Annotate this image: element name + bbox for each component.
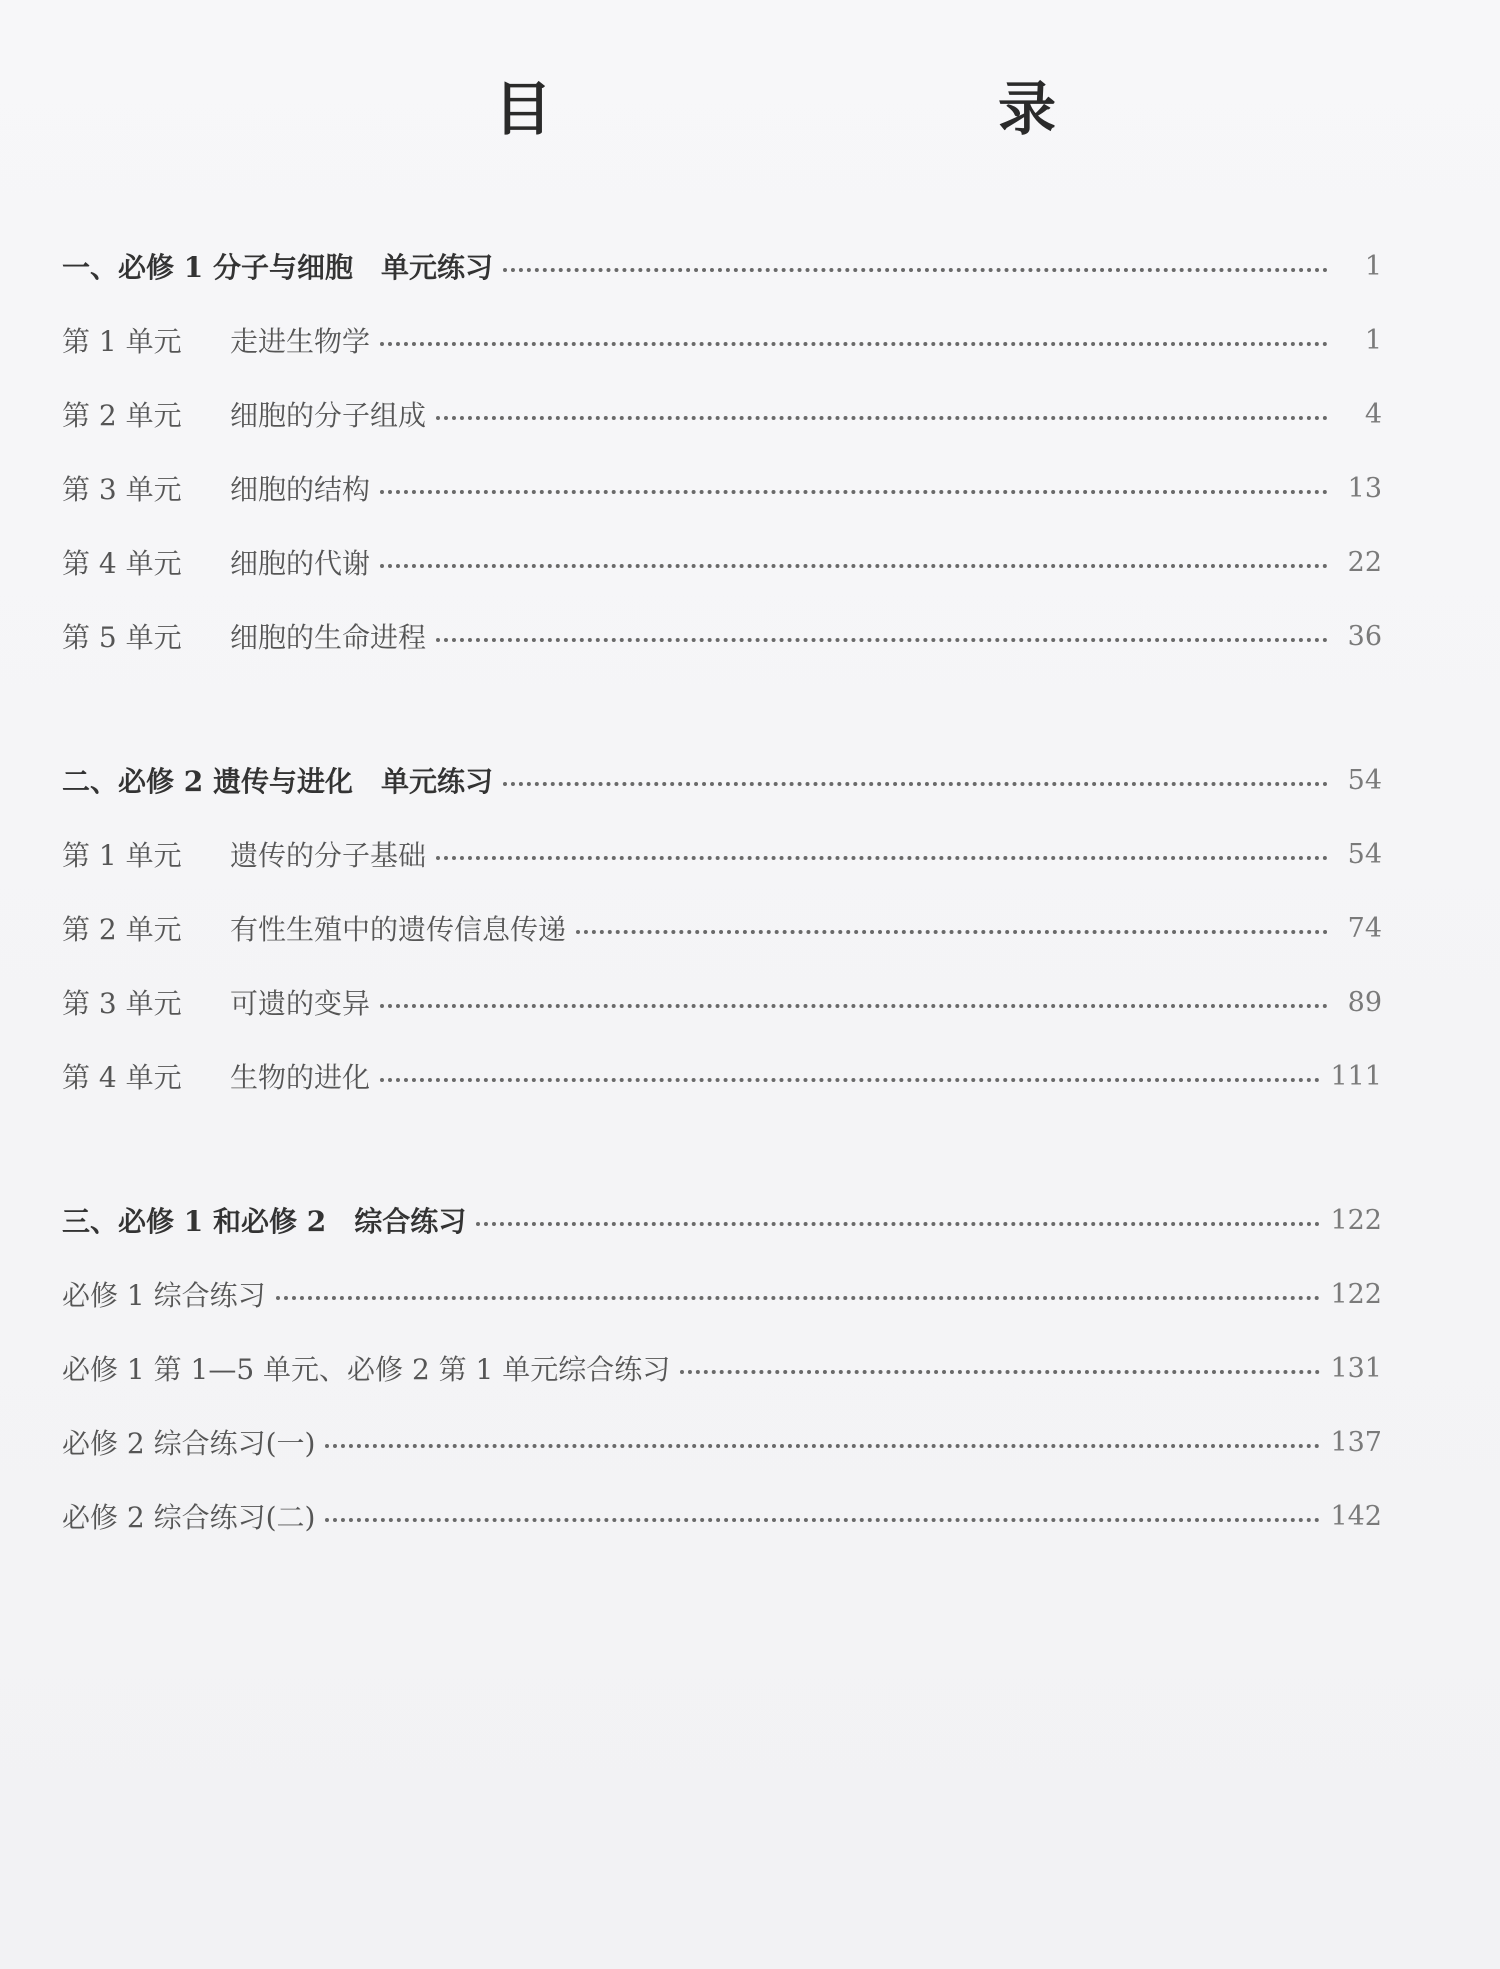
toc-entry[interactable] bbox=[62, 906, 1382, 950]
page-number: 89 bbox=[1347, 986, 1382, 1018]
section-heading: 三、必修 1 和必修 2 综合练习 bbox=[62, 1205, 467, 1238]
page-number: 122 bbox=[1330, 1204, 1382, 1236]
section-heading: 一、必修 1 分子与细胞 单元练习 bbox=[62, 251, 493, 284]
unit-number: 第 1 单元 bbox=[62, 325, 182, 358]
entry-label bbox=[62, 616, 426, 656]
section-heading: 二、必修 2 遗传与进化 单元练习 bbox=[62, 765, 493, 798]
dot-leader bbox=[325, 1518, 1320, 1522]
page-number: 122 bbox=[1330, 1278, 1382, 1310]
entry-title: 必修 2 综合练习(二) bbox=[62, 1501, 316, 1534]
dot-leader bbox=[680, 1370, 1320, 1374]
toc-entry[interactable] bbox=[62, 392, 1382, 436]
entry-title: 细胞的分子组成 bbox=[230, 399, 427, 432]
toc-entry[interactable] bbox=[62, 980, 1382, 1024]
page-number: 1 bbox=[1364, 324, 1382, 356]
page-number: 1 bbox=[1364, 250, 1382, 282]
toc-entry[interactable] bbox=[62, 614, 1382, 658]
page-number: 4 bbox=[1364, 398, 1382, 430]
toc-entry[interactable] bbox=[62, 1054, 1382, 1098]
dot-leader bbox=[503, 782, 1328, 786]
entry-label bbox=[62, 468, 370, 508]
unit-number: 第 3 单元 bbox=[62, 473, 182, 506]
dot-leader bbox=[380, 342, 1328, 346]
toc-entry[interactable] bbox=[62, 540, 1382, 584]
entry-title: 必修 1 第 1—5 单元、必修 2 第 1 单元综合练习 bbox=[62, 1353, 671, 1386]
unit-number: 第 2 单元 bbox=[62, 913, 182, 946]
entry-title: 必修 2 综合练习(一) bbox=[62, 1427, 316, 1460]
page-number: 111 bbox=[1330, 1060, 1382, 1092]
unit-number: 第 2 单元 bbox=[62, 399, 182, 432]
page-number: 54 bbox=[1347, 764, 1382, 796]
page-number: 36 bbox=[1347, 620, 1382, 652]
entry-title: 细胞的生命进程 bbox=[230, 621, 427, 654]
dot-leader bbox=[380, 564, 1328, 568]
unit-number: 第 5 单元 bbox=[62, 621, 182, 654]
page-number: 54 bbox=[1347, 838, 1382, 870]
toc-entry[interactable] bbox=[62, 1272, 1382, 1316]
unit-number: 第 4 单元 bbox=[62, 1061, 182, 1094]
dot-leader bbox=[380, 490, 1328, 494]
dot-leader bbox=[503, 268, 1328, 272]
toc-entry[interactable] bbox=[62, 318, 1382, 362]
page-number: 13 bbox=[1347, 472, 1382, 504]
dot-leader bbox=[380, 1078, 1320, 1082]
page-number: 142 bbox=[1330, 1500, 1382, 1532]
entry-label bbox=[62, 834, 426, 874]
toc-section-3[interactable] bbox=[62, 1198, 1382, 1242]
entry-title: 可遗的变异 bbox=[230, 987, 371, 1020]
entry-title: 必修 1 综合练习 bbox=[62, 1279, 266, 1312]
toc-entry[interactable] bbox=[62, 1494, 1382, 1538]
toc-entry[interactable] bbox=[62, 832, 1382, 876]
entry-title: 细胞的代谢 bbox=[230, 547, 371, 580]
toc-section-1[interactable] bbox=[62, 244, 1382, 288]
toc-entry[interactable] bbox=[62, 1346, 1382, 1390]
dot-leader bbox=[276, 1296, 1321, 1300]
toc-section-2[interactable] bbox=[62, 758, 1382, 802]
entry-label bbox=[62, 394, 426, 434]
dot-leader bbox=[436, 856, 1328, 860]
toc-entry[interactable] bbox=[62, 1420, 1382, 1464]
entry-label bbox=[62, 982, 370, 1022]
entry-label bbox=[62, 320, 370, 360]
page-number: 131 bbox=[1330, 1352, 1382, 1384]
page-number: 22 bbox=[1347, 546, 1382, 578]
entry-title: 有性生殖中的遗传信息传递 bbox=[230, 913, 567, 946]
entry-title: 生物的进化 bbox=[230, 1061, 371, 1094]
dot-leader bbox=[436, 416, 1328, 420]
dot-leader bbox=[380, 1004, 1328, 1008]
toc-entry[interactable] bbox=[62, 466, 1382, 510]
page-title: 目 录 bbox=[493, 75, 1166, 143]
unit-number: 第 1 单元 bbox=[62, 839, 182, 872]
entry-title: 走进生物学 bbox=[230, 325, 371, 358]
page-number: 74 bbox=[1347, 912, 1382, 944]
page-number: 137 bbox=[1330, 1426, 1382, 1458]
entry-label bbox=[62, 1056, 370, 1096]
dot-leader bbox=[436, 638, 1328, 642]
unit-number: 第 3 单元 bbox=[62, 987, 182, 1020]
entry-label bbox=[62, 542, 370, 582]
entry-label bbox=[62, 908, 566, 948]
dot-leader bbox=[325, 1444, 1320, 1448]
entry-title: 细胞的结构 bbox=[230, 473, 371, 506]
dot-leader bbox=[576, 930, 1328, 934]
entry-title: 遗传的分子基础 bbox=[230, 839, 427, 872]
dot-leader bbox=[476, 1222, 1320, 1226]
unit-number: 第 4 单元 bbox=[62, 547, 182, 580]
